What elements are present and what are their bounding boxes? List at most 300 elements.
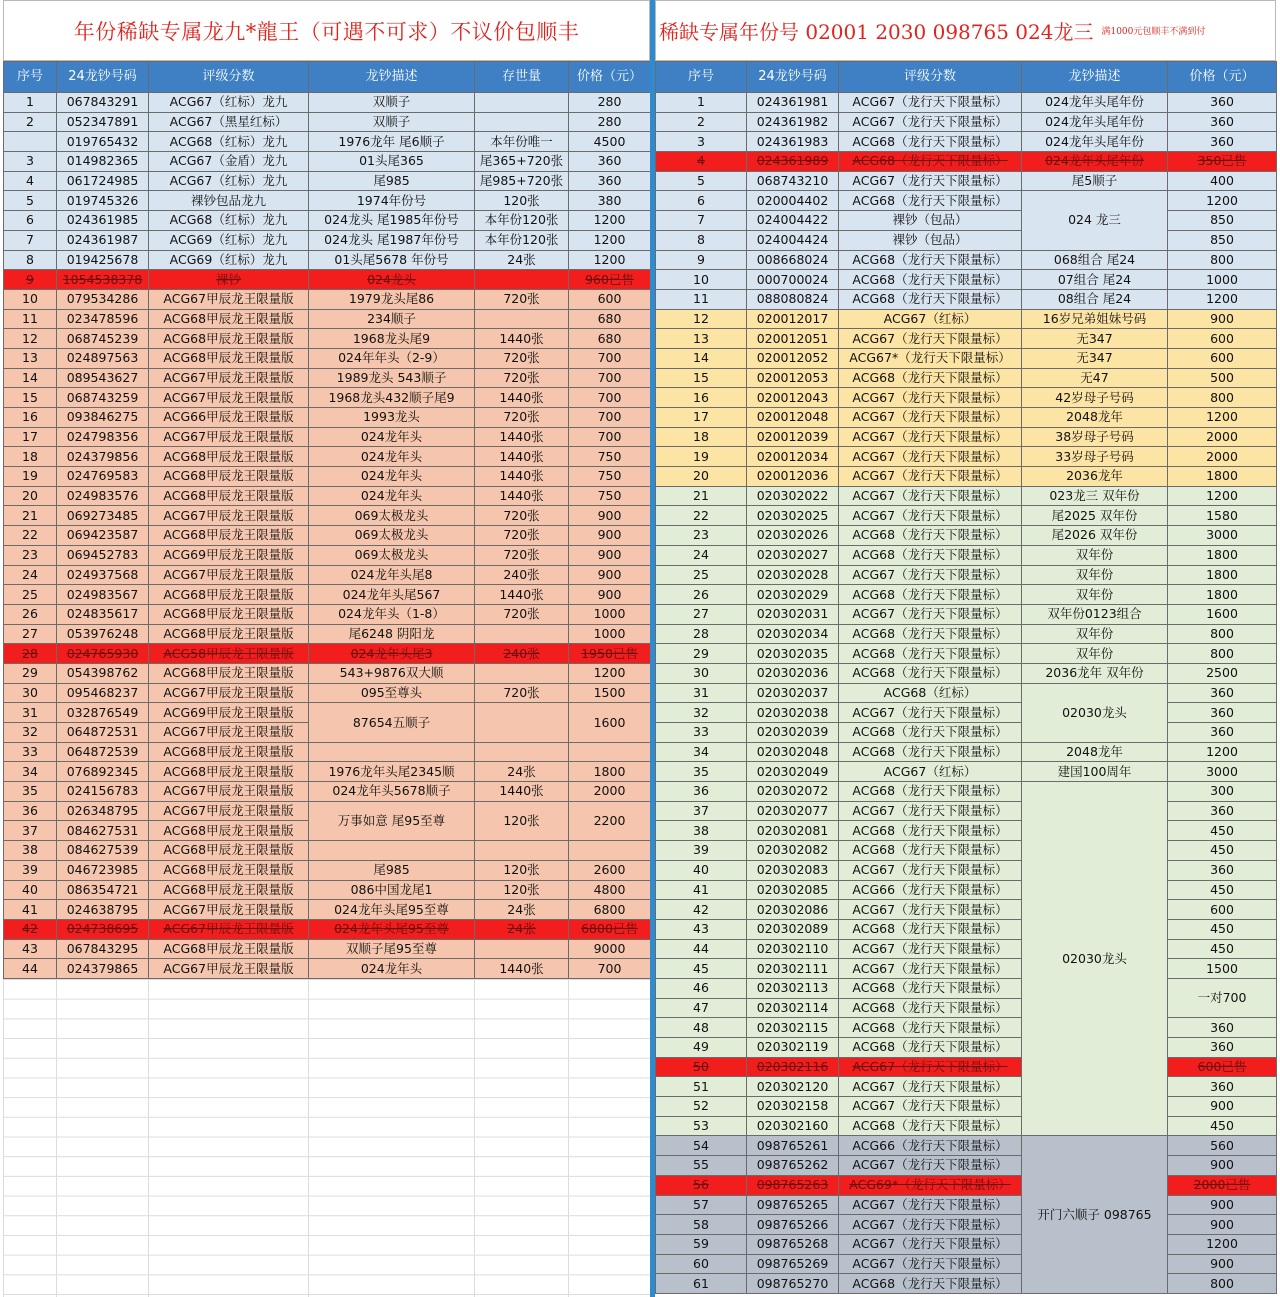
- grade-cell: ACG67（龙行天下限量标）: [839, 447, 1022, 467]
- table-row: [656, 978, 1277, 998]
- price-cell: 3000: [1168, 526, 1277, 546]
- table-row: [4, 801, 651, 821]
- grade-cell: ACG68（龙行天下限量标）: [839, 152, 1022, 172]
- table-row: [656, 1116, 1277, 1136]
- price-cell: 1950已售: [569, 644, 651, 664]
- grade-cell: ACG68甲辰龙王限量版: [149, 939, 309, 959]
- description-cell: 双顺子尾95至尊: [309, 939, 475, 959]
- price-cell: 360: [1168, 1038, 1277, 1058]
- index-cell: 59: [656, 1234, 747, 1254]
- table-row: [4, 112, 651, 132]
- mintage-cell: [475, 841, 569, 861]
- note-number-cell: 089543627: [57, 368, 149, 388]
- index-cell: 48: [656, 1018, 747, 1038]
- note-number-cell: 020302089: [747, 919, 839, 939]
- index-cell: 32: [4, 723, 57, 743]
- mintage-cell: 1440张: [475, 486, 569, 506]
- table-row: [656, 821, 1277, 841]
- description-cell: 无47: [1022, 368, 1168, 388]
- note-number-cell: 020302036: [747, 663, 839, 683]
- mintage-cell: 1440张: [475, 329, 569, 349]
- price-cell: 380: [569, 191, 651, 211]
- grade-cell: ACG67（龙行天下限量标）: [839, 112, 1022, 132]
- note-number-cell: 061724985: [57, 171, 149, 191]
- note-number-cell: 020302072: [747, 782, 839, 802]
- mintage-cell: 240张: [475, 565, 569, 585]
- index-cell: 26: [656, 585, 747, 605]
- description-cell: 024龙年头尾年份: [1022, 93, 1168, 113]
- grade-cell: ACG68（红标）龙九: [149, 132, 309, 152]
- mintage-cell: [475, 624, 569, 644]
- index-cell: 7: [656, 211, 747, 231]
- table-row: [4, 211, 651, 231]
- index-cell: 3: [656, 132, 747, 152]
- grade-cell: ACG68（龙行天下限量标）: [839, 663, 1022, 683]
- description-cell: 尾6248 阴阳龙: [309, 624, 475, 644]
- grade-cell: ACG68甲辰龙王限量版: [149, 762, 309, 782]
- grade-cell: ACG68甲辰龙王限量版: [149, 348, 309, 368]
- grade-cell: ACG68（龙行天下限量标）: [839, 250, 1022, 270]
- index-cell: 29: [656, 644, 747, 664]
- note-number-cell: 020302119: [747, 1038, 839, 1058]
- index-cell: 26: [4, 604, 57, 624]
- index-cell: 11: [656, 289, 747, 309]
- grade-cell: ACG67（龙行天下限量标）: [839, 1215, 1022, 1235]
- table-row: [656, 742, 1277, 762]
- price-cell: 560: [1168, 1136, 1277, 1156]
- price-cell: 450: [1168, 821, 1277, 841]
- table-row: [656, 1038, 1277, 1058]
- description-cell: 双年份0123组合: [1022, 604, 1168, 624]
- mintage-cell: 720张: [475, 506, 569, 526]
- grade-cell: ACG67（龙行天下限量标）: [839, 329, 1022, 349]
- grade-cell: ACG68（龙行天下限量标）: [839, 132, 1022, 152]
- index-cell: 16: [656, 388, 747, 408]
- index-cell: 58: [656, 1215, 747, 1235]
- table-row: [656, 348, 1277, 368]
- note-number-cell: 020302037: [747, 683, 839, 703]
- note-number-cell: 098765268: [747, 1234, 839, 1254]
- grade-cell: ACG67（龙行天下限量标）: [839, 467, 1022, 487]
- index-cell: 52: [656, 1097, 747, 1117]
- description-cell: 024龙年头: [309, 486, 475, 506]
- table-row: [4, 683, 651, 703]
- grade-cell: ACG68甲辰龙王限量版: [149, 486, 309, 506]
- price-cell: 300: [1168, 782, 1277, 802]
- price-cell: 4800: [569, 880, 651, 900]
- note-number-cell: 020302158: [747, 1097, 839, 1117]
- note-number-cell: 046723985: [57, 860, 149, 880]
- note-number-cell: 024361985: [57, 211, 149, 231]
- index-cell: 41: [656, 880, 747, 900]
- right-title-text: 稀缺专属年份号 02001 2030 098765 024龙三: [659, 20, 1094, 44]
- note-number-cell: 024361981: [747, 93, 839, 113]
- grade-cell: ACG68（龙行天下限量标）: [839, 1116, 1022, 1136]
- price-cell: 360: [1168, 112, 1277, 132]
- description-cell: 尾985: [309, 171, 475, 191]
- index-cell: 39: [656, 841, 747, 861]
- note-number-cell: 098765265: [747, 1195, 839, 1215]
- grade-cell: ACG68（龙行天下限量标）: [839, 998, 1022, 1018]
- description-cell: 069太极龙头: [309, 506, 475, 526]
- price-cell: 4500: [569, 132, 651, 152]
- index-cell: 5: [4, 191, 57, 211]
- grade-cell: ACG68甲辰龙王限量版: [149, 841, 309, 861]
- index-cell: 18: [656, 427, 747, 447]
- description-cell: [309, 841, 475, 861]
- note-number-cell: 000700024: [747, 270, 839, 290]
- price-cell: 360: [1168, 860, 1277, 880]
- note-number-cell: 024765930: [57, 644, 149, 664]
- index-cell: 34: [656, 742, 747, 762]
- price-cell: 900: [569, 565, 651, 585]
- price-cell: 1200: [1168, 191, 1277, 211]
- note-number-cell: 069423587: [57, 526, 149, 546]
- table-row: [656, 900, 1277, 920]
- table-row: [656, 329, 1277, 349]
- description-cell: 07组合 尾24: [1022, 270, 1168, 290]
- table-row: [656, 1156, 1277, 1176]
- mintage-cell: 1440张: [475, 447, 569, 467]
- price-cell: 1580: [1168, 506, 1277, 526]
- grade-cell: ACG67（龙行天下限量标）: [839, 703, 1022, 723]
- price-cell: 450: [1168, 841, 1277, 861]
- index-cell: 43: [656, 919, 747, 939]
- note-number-cell: 020302029: [747, 585, 839, 605]
- note-number-cell: 020012039: [747, 427, 839, 447]
- description-cell: 01头尾5678 年份号: [309, 250, 475, 270]
- note-number-cell: 020302027: [747, 545, 839, 565]
- note-number-cell: 020302082: [747, 841, 839, 861]
- note-number-cell: 064872531: [57, 723, 149, 743]
- mintage-cell: [475, 270, 569, 290]
- grade-cell: ACG67（龙行天下限量标）: [839, 408, 1022, 428]
- grade-cell: 裸钞（包品）: [839, 211, 1022, 231]
- table-row: [4, 368, 651, 388]
- grade-cell: ACG67（龙行天下限量标）: [839, 860, 1022, 880]
- grade-cell: ACG66（龙行天下限量标）: [839, 1136, 1022, 1156]
- note-number-cell: 020302114: [747, 998, 839, 1018]
- index-cell: [4, 132, 57, 152]
- grade-cell: ACG69（红标）龙九: [149, 230, 309, 250]
- table-row: [656, 1077, 1277, 1097]
- price-cell: 1000: [569, 604, 651, 624]
- index-cell: 5: [656, 171, 747, 191]
- index-cell: 13: [656, 329, 747, 349]
- grade-cell: ACG67甲辰龙王限量版: [149, 782, 309, 802]
- index-cell: 40: [4, 880, 57, 900]
- price-cell: 800: [1168, 1274, 1277, 1294]
- index-cell: 22: [656, 506, 747, 526]
- table-row: [656, 230, 1277, 250]
- table-row: [4, 841, 651, 861]
- grade-cell: ACG68（红标）龙九: [149, 211, 309, 231]
- note-number-cell: 032876549: [57, 703, 149, 723]
- grade-cell: 裸钞包品龙九: [149, 191, 309, 211]
- note-number-cell: 020302077: [747, 801, 839, 821]
- description-cell: 069太极龙头: [309, 526, 475, 546]
- table-row: [656, 841, 1277, 861]
- note-number-cell: 067843295: [57, 939, 149, 959]
- index-cell: 9: [656, 250, 747, 270]
- price-cell: 900: [1168, 1195, 1277, 1215]
- index-cell: 4: [656, 152, 747, 172]
- note-number-cell: 024769583: [57, 467, 149, 487]
- note-number-cell: 020302049: [747, 762, 839, 782]
- note-number-cell: 024798356: [57, 427, 149, 447]
- price-cell: 850: [1168, 211, 1277, 231]
- empty-sheet-grid: [3, 979, 650, 1297]
- table-row: [4, 309, 651, 329]
- description-cell: 01头尾365: [309, 152, 475, 172]
- table-row: [4, 545, 651, 565]
- note-number-cell: 020302083: [747, 860, 839, 880]
- table-row: [4, 959, 651, 979]
- index-cell: 15: [4, 388, 57, 408]
- mintage-cell: 720张: [475, 526, 569, 546]
- description-cell: 024龙年头尾95至尊: [309, 900, 475, 920]
- note-number-cell: 024379856: [57, 447, 149, 467]
- grade-cell: ACG68（龙行天下限量标）: [839, 289, 1022, 309]
- price-cell: 1600: [1168, 604, 1277, 624]
- mintage-cell: 24张: [475, 762, 569, 782]
- index-cell: 10: [656, 270, 747, 290]
- grade-cell: ACG67（龙行天下限量标）: [839, 801, 1022, 821]
- table-row: [4, 782, 651, 802]
- description-cell: 尾985: [309, 860, 475, 880]
- table-row: [656, 919, 1277, 939]
- index-cell: 29: [4, 663, 57, 683]
- index-cell: 56: [656, 1175, 747, 1195]
- price-cell: 750: [569, 447, 651, 467]
- note-number-cell: 020302022: [747, 486, 839, 506]
- description-cell: 024龙年头: [309, 959, 475, 979]
- table-row: [4, 486, 651, 506]
- description-cell: 024龙年头尾年份: [1022, 112, 1168, 132]
- description-cell: 08组合 尾24: [1022, 289, 1168, 309]
- table-row: [656, 860, 1277, 880]
- grade-cell: ACG67（龙行天下限量标）: [839, 1156, 1022, 1176]
- grade-cell: ACG68甲辰龙王限量版: [149, 526, 309, 546]
- table-row: [4, 388, 651, 408]
- mintage-cell: 24张: [475, 900, 569, 920]
- description-cell: 双年份: [1022, 545, 1168, 565]
- note-number-cell: 068743259: [57, 388, 149, 408]
- grade-cell: ACG67甲辰龙王限量版: [149, 723, 309, 743]
- grade-cell: ACG67（龙行天下限量标）: [839, 939, 1022, 959]
- mintage-cell: [475, 93, 569, 113]
- index-cell: 50: [656, 1057, 747, 1077]
- table-row: [656, 1274, 1277, 1294]
- price-cell: 450: [1168, 1116, 1277, 1136]
- left-table-header-row: [4, 62, 651, 93]
- grade-cell: ACG68甲辰龙王限量版: [149, 585, 309, 605]
- price-cell: 360: [1168, 683, 1277, 703]
- grade-cell: ACG67（金盾）龙九: [149, 152, 309, 172]
- price-cell: 700: [569, 427, 651, 447]
- grade-cell: ACG67甲辰龙王限量版: [149, 959, 309, 979]
- index-cell: 28: [4, 644, 57, 664]
- note-number-cell: 024361989: [747, 152, 839, 172]
- note-number-cell: 095468237: [57, 683, 149, 703]
- index-cell: 35: [656, 762, 747, 782]
- description-cell: 42岁母子号码: [1022, 388, 1168, 408]
- index-cell: 47: [656, 998, 747, 1018]
- mintage-cell: 本年份120张: [475, 211, 569, 231]
- index-cell: 7: [4, 230, 57, 250]
- price-cell: 1800: [569, 762, 651, 782]
- index-cell: 33: [656, 723, 747, 743]
- grade-cell: ACG68（龙行天下限量标）: [839, 585, 1022, 605]
- note-number-cell: 020302035: [747, 644, 839, 664]
- index-cell: 21: [4, 506, 57, 526]
- price-cell: 900: [1168, 1097, 1277, 1117]
- table-row: [656, 683, 1277, 703]
- price-cell: 700: [569, 408, 651, 428]
- index-cell: 25: [4, 585, 57, 605]
- grade-cell: ACG67甲辰龙王限量版: [149, 368, 309, 388]
- index-cell: 33: [4, 742, 57, 762]
- table-row: [4, 585, 651, 605]
- table-row: [4, 230, 651, 250]
- mintage-cell: 720张: [475, 683, 569, 703]
- table-row: [656, 1215, 1277, 1235]
- grade-cell: 裸钞（包品）: [839, 230, 1022, 250]
- description-cell: 024龙年头: [309, 447, 475, 467]
- note-number-cell: 098765266: [747, 1215, 839, 1235]
- note-number-cell: 020302028: [747, 565, 839, 585]
- price-cell: 900: [569, 545, 651, 565]
- mintage-cell: 120张: [475, 860, 569, 880]
- price-cell: 1200: [569, 663, 651, 683]
- price-cell: 1000: [569, 624, 651, 644]
- table-row: [656, 939, 1277, 959]
- description-cell: 02030龙头: [1022, 782, 1168, 1136]
- left-price-table: [3, 61, 651, 979]
- grade-cell: ACG68（龙行天下限量标）: [839, 644, 1022, 664]
- index-cell: 6: [4, 211, 57, 231]
- index-cell: 24: [656, 545, 747, 565]
- index-cell: 38: [4, 841, 57, 861]
- grade-cell: ACG68甲辰龙王限量版: [149, 821, 309, 841]
- index-cell: 51: [656, 1077, 747, 1097]
- index-cell: 23: [4, 545, 57, 565]
- price-cell: 280: [569, 93, 651, 113]
- price-cell: 1200: [1168, 1234, 1277, 1254]
- note-number-cell: 098765263: [747, 1175, 839, 1195]
- grade-cell: ACG69甲辰龙王限量版: [149, 545, 309, 565]
- price-cell: 一对700: [1168, 978, 1277, 1017]
- description-cell: 234顺子: [309, 309, 475, 329]
- note-number-cell: 024983567: [57, 585, 149, 605]
- grade-cell: ACG69（红标）龙九: [149, 250, 309, 270]
- grade-cell: ACG67（龙行天下限量标）: [839, 171, 1022, 191]
- left-sheet-title: 年份稀缺专属龙九*龍王（可遇不可求）不议价包顺丰: [3, 0, 650, 61]
- price-cell: 6800: [569, 900, 651, 920]
- description-cell: 543+9876双大顺: [309, 663, 475, 683]
- index-cell: 9: [4, 270, 57, 290]
- note-number-cell: 019745326: [57, 191, 149, 211]
- grade-cell: 裸钞: [149, 270, 309, 290]
- description-cell: 024龙年头尾567: [309, 585, 475, 605]
- mintage-cell: [475, 663, 569, 683]
- grade-cell: ACG68（龙行天下限量标）: [839, 919, 1022, 939]
- grade-cell: ACG68（龙行天下限量标）: [839, 270, 1022, 290]
- grade-cell: ACG67甲辰龙王限量版: [149, 289, 309, 309]
- index-cell: 25: [656, 565, 747, 585]
- description-cell: 024龙头 尾1987年份号: [309, 230, 475, 250]
- description-cell: 2036龙年 双年份: [1022, 663, 1168, 683]
- table-row: [656, 526, 1277, 546]
- grade-cell: ACG68（龙行天下限量标）: [839, 782, 1022, 802]
- price-cell: 360: [1168, 1018, 1277, 1038]
- table-row: [656, 1057, 1277, 1077]
- index-cell: 17: [656, 408, 747, 428]
- description-cell: 1968龙头432顺子尾9: [309, 388, 475, 408]
- note-number-cell: 024738695: [57, 919, 149, 939]
- note-number-cell: 068743210: [747, 171, 839, 191]
- grade-cell: ACG67（红标）龙九: [149, 93, 309, 113]
- note-number-cell: 020302026: [747, 526, 839, 546]
- grade-cell: ACG67（黑星红标）: [149, 112, 309, 132]
- description-cell: 024龙头 尾1985年份号: [309, 211, 475, 231]
- price-cell: 360: [1168, 723, 1277, 743]
- table-row: [4, 526, 651, 546]
- price-cell: 900: [1168, 1156, 1277, 1176]
- grade-cell: ACG68甲辰龙王限量版: [149, 880, 309, 900]
- price-cell: 350已售: [1168, 152, 1277, 172]
- grade-cell: ACG68甲辰龙王限量版: [149, 447, 309, 467]
- table-row: [656, 1195, 1277, 1215]
- index-cell: 3: [4, 152, 57, 172]
- grade-cell: ACG68甲辰龙王限量版: [149, 329, 309, 349]
- index-header: 序号: [4, 62, 57, 93]
- right-sheet-title: [655, 0, 1276, 61]
- description-cell: 069太极龙头: [309, 545, 475, 565]
- table-row: [4, 250, 651, 270]
- description-cell: 02030龙头: [1022, 683, 1168, 742]
- right-title-note: 满1000元包顺丰不满到付: [1101, 27, 1206, 37]
- price-cell: 750: [569, 467, 651, 487]
- description-cell: 2048龙年: [1022, 408, 1168, 428]
- description-cell: 87654五顺子: [309, 703, 475, 742]
- price-cell: 3000: [1168, 762, 1277, 782]
- table-row: [4, 171, 651, 191]
- index-cell: 24: [4, 565, 57, 585]
- price-cell: 360: [1168, 132, 1277, 152]
- index-cell: 42: [656, 900, 747, 920]
- table-row: [4, 93, 651, 113]
- table-row: [656, 309, 1277, 329]
- note-number-cell: 020012048: [747, 408, 839, 428]
- grade-cell: ACG67（龙行天下限量标）: [839, 1057, 1022, 1077]
- mintage-cell: 1440张: [475, 427, 569, 447]
- table-row: [656, 663, 1277, 683]
- note-number-cell: 020012017: [747, 309, 839, 329]
- price-cell: [569, 841, 651, 861]
- note-number-cell: 079534286: [57, 289, 149, 309]
- table-row: [4, 348, 651, 368]
- index-cell: 37: [656, 801, 747, 821]
- note-number-cell: 024361987: [57, 230, 149, 250]
- index-cell: 2: [656, 112, 747, 132]
- index-cell: 19: [656, 447, 747, 467]
- price-cell: [569, 742, 651, 762]
- grade-cell: ACG68（龙行天下限量标）: [839, 1038, 1022, 1058]
- price-cell: 450: [1168, 919, 1277, 939]
- grade-cell: ACG68（龙行天下限量标）: [839, 841, 1022, 861]
- grade-cell: ACG67（龙行天下限量标）: [839, 565, 1022, 585]
